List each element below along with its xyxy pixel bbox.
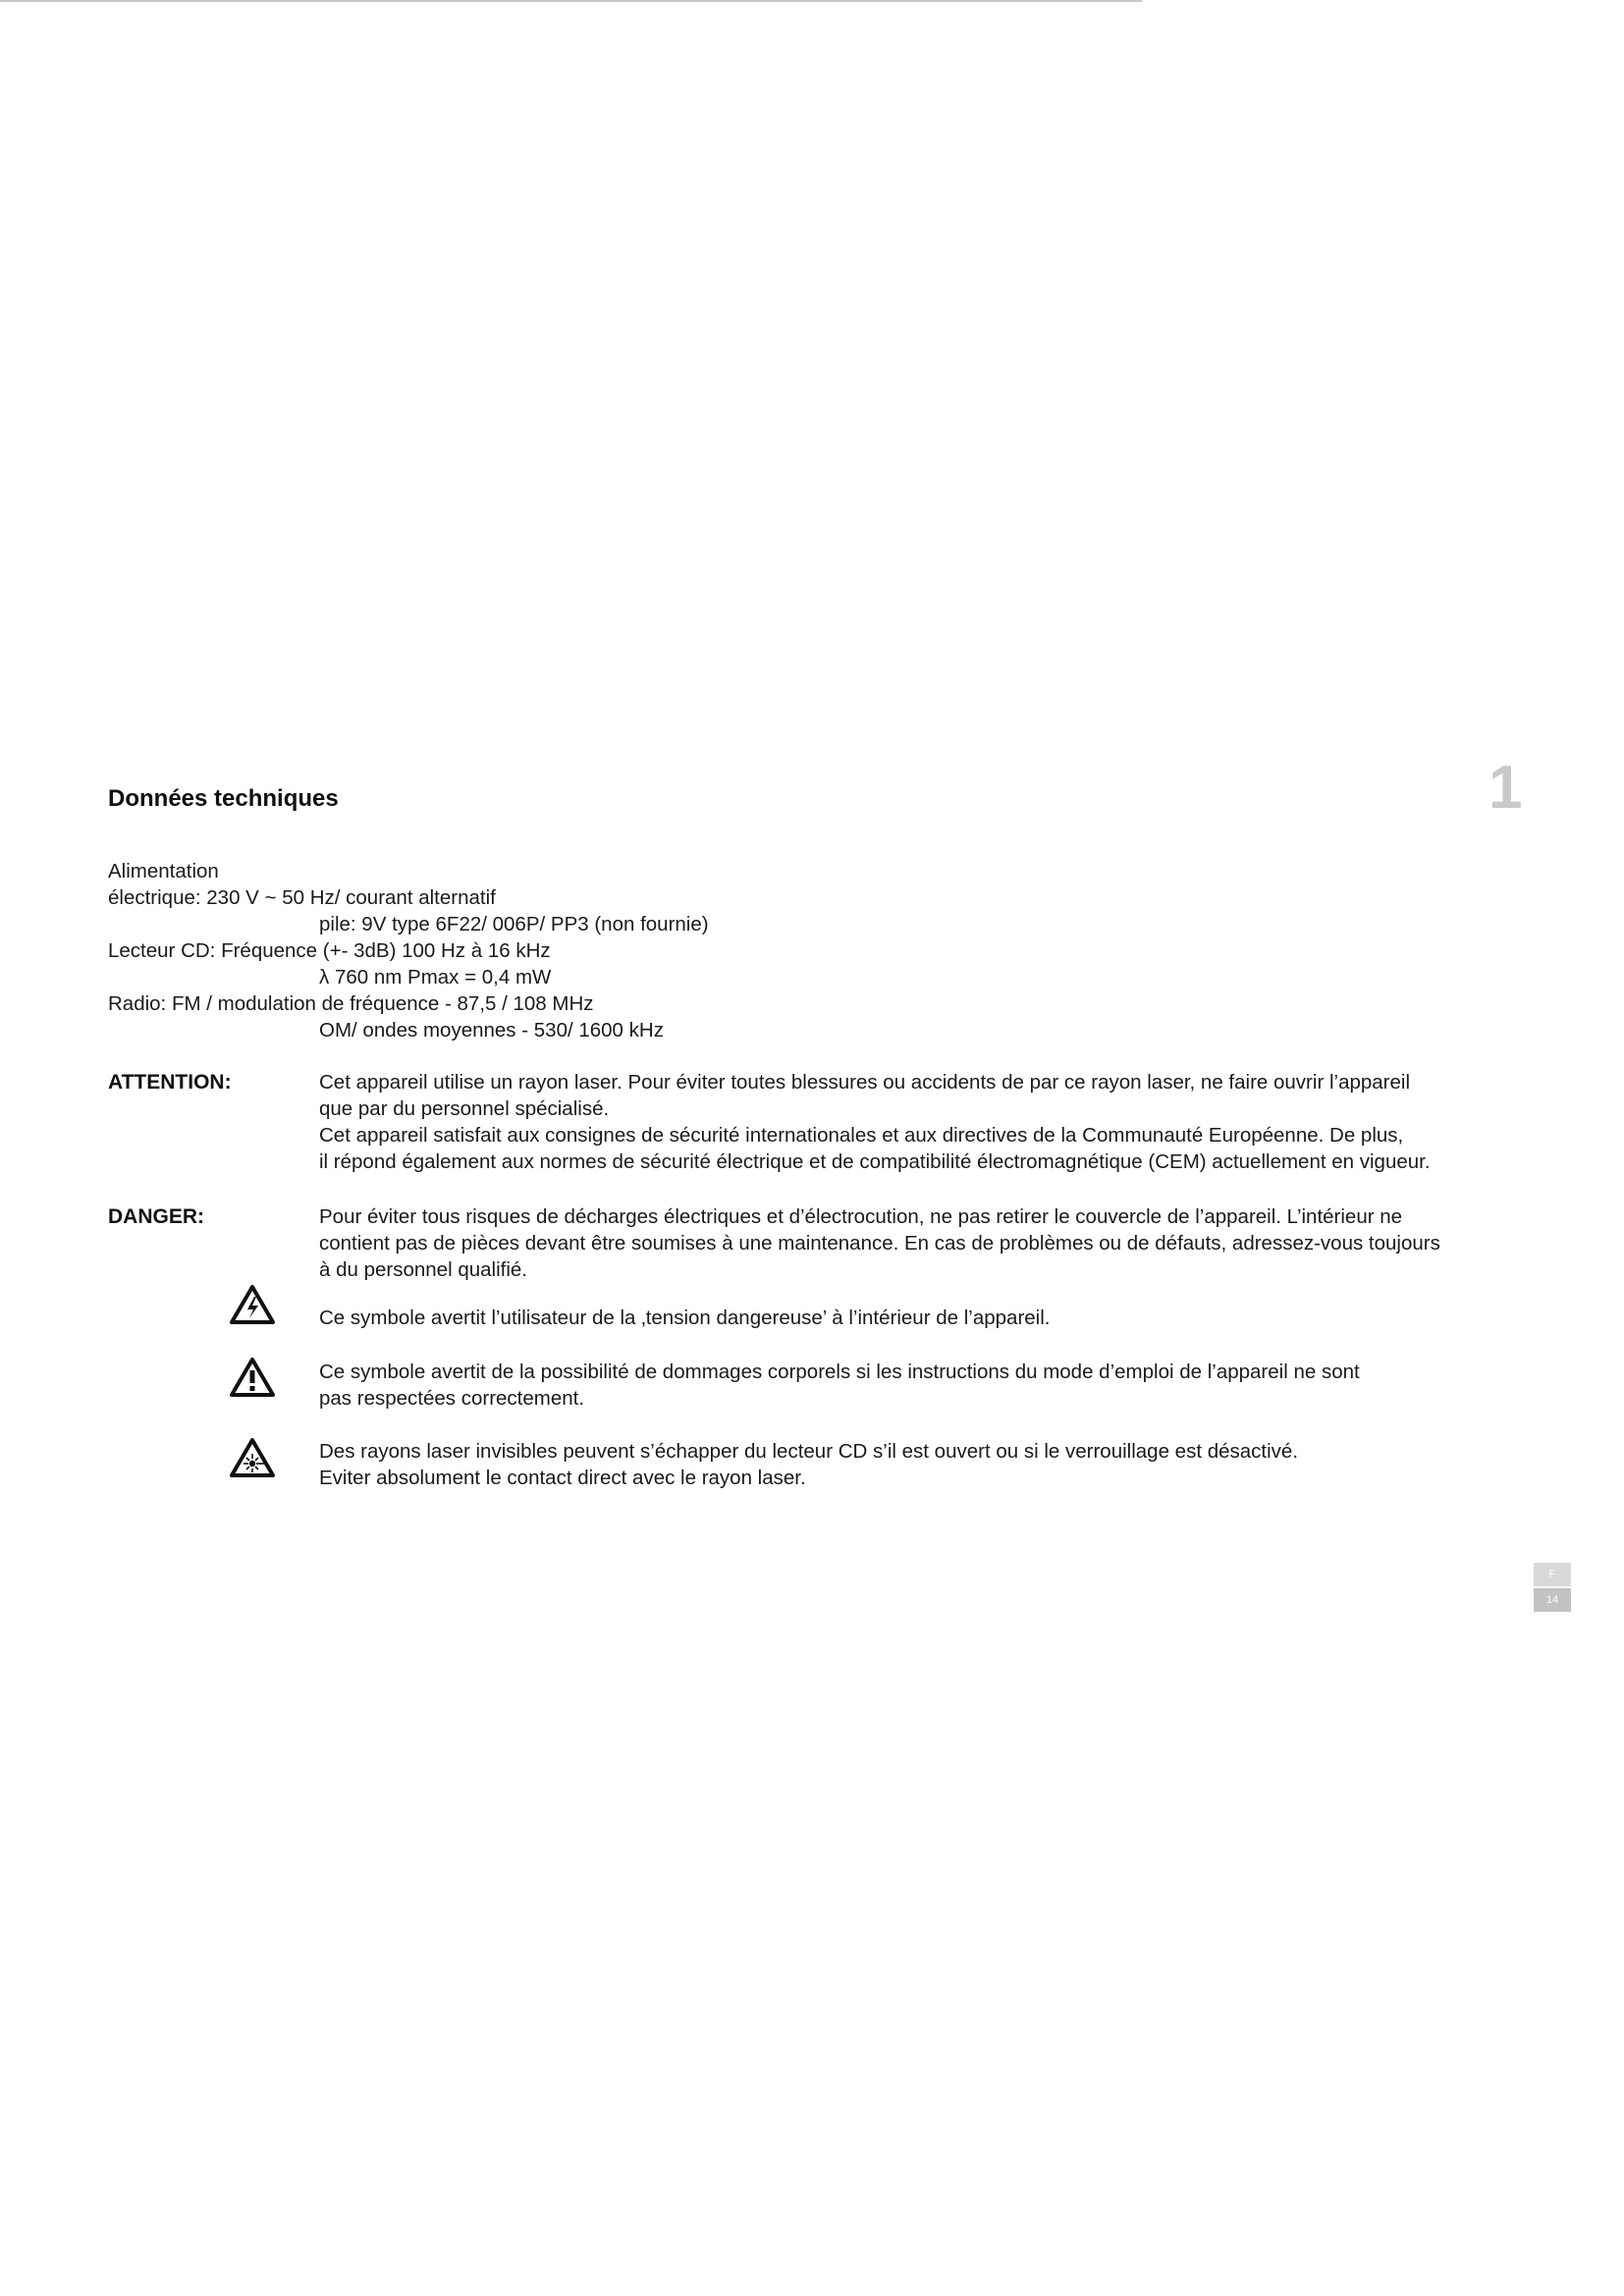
symbol-3-text: [319, 1438, 1527, 1491]
laser-warning-icon: [230, 1437, 275, 1478]
spec-line: OM/ ondes moyennes - 530/ 1600 kHz: [319, 1019, 664, 1041]
attention-line: il répond également aux normes de sécurité électrique et de compatibilité électromagnétique (CEM) actuellement en vigueur.: [319, 1150, 1431, 1173]
symbol-line: pas respectées correctement.: [319, 1387, 585, 1410]
title-rule: [0, 0, 1142, 2]
language-tab: F: [1534, 1563, 1571, 1586]
high-voltage-warning-icon: [230, 1284, 275, 1325]
attention-line: que par du personnel spécialisé.: [319, 1097, 610, 1120]
symbol-line: Ce symbole avertit de la possibilité de dommages corporels si les instructions du mode d’emploi de l’appareil ne sont: [319, 1361, 1360, 1383]
attention-line: Cet appareil utilise un rayon laser. Pour éviter toutes blessures ou accidents de par ce rayon laser, ne faire ouvrir l’appareil: [319, 1071, 1411, 1094]
spec-line: Alimentation: [108, 860, 219, 882]
chapter-number: 1: [1489, 754, 1523, 822]
spec-line: électrique: 230 V ~ 50 Hz/ courant alternatif: [108, 886, 496, 909]
spec-line: λ 760 nm Pmax = 0,4 mW: [319, 966, 552, 988]
danger-line: Pour éviter tous risques de décharges électriques et d’électrocution, ne pas retirer le couvercle de l’appareil. L’intérieur ne: [319, 1205, 1403, 1228]
danger-line: à du personnel qualifié.: [319, 1258, 527, 1281]
symbol-line: Eviter absolument le contact direct avec le rayon laser.: [319, 1467, 806, 1489]
danger-line: contient pas de pièces devant être soumises à une maintenance. En cas de problèmes ou de défauts, adressez-vous toujours: [319, 1232, 1440, 1255]
attention-line: Cet appareil satisfait aux consignes de sécurité internationales et aux directives de la Communauté Européenne. De plus,: [319, 1124, 1404, 1147]
symbol-2-text: [319, 1359, 1527, 1412]
attention-label: ATTENTION:: [108, 1071, 232, 1094]
danger-text: [319, 1203, 1527, 1283]
section-title: Données techniques: [108, 785, 339, 812]
spec-line: pile: 9V type 6F22/ 006P/ PP3 (non fournie): [319, 913, 709, 935]
spec-line: Radio: FM / modulation de fréquence - 87,5 / 108 MHz: [108, 992, 594, 1015]
danger-label: DANGER:: [108, 1205, 204, 1228]
caution-exclamation-icon: [230, 1357, 275, 1398]
attention-text: [319, 1069, 1527, 1175]
symbol-1-text: [319, 1305, 1527, 1331]
symbol-line: Ce symbole avertit l’utilisateur de la ‚tension dangereuse’ à l’intérieur de l’appareil.: [319, 1307, 1051, 1329]
spec-line: Lecteur CD: Fréquence (+- 3dB) 100 Hz à 16 kHz: [108, 939, 551, 962]
page-number: 14: [1534, 1588, 1571, 1612]
symbol-line: Des rayons laser invisibles peuvent s’échapper du lecteur CD s’il est ouvert ou si le verrouillage est désactivé.: [319, 1440, 1299, 1463]
